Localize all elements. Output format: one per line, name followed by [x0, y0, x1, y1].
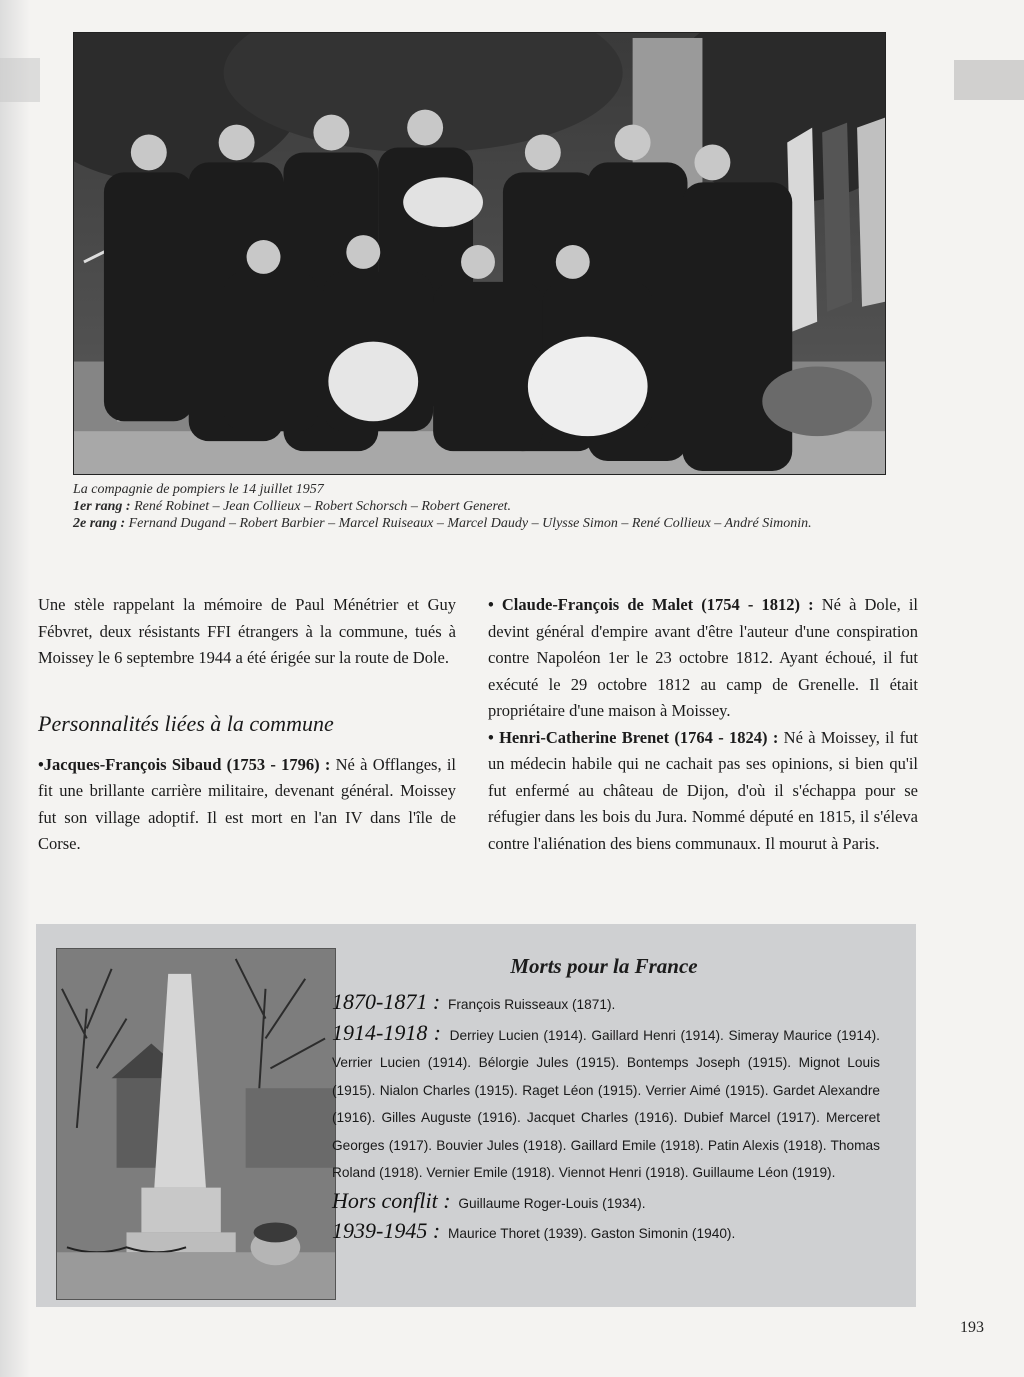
person-name: • Claude-François de Malet (1754 - 1812) :: [488, 595, 814, 614]
period-label: 1939-1945 :: [332, 1218, 441, 1243]
person-text: Né à Moissey, il fut un médecin habile qui ne cachait pas ses opinions, si bien qu'il fut enfermé au château de Dijon, d'où il s'échappa pour se réfugier dans les bois du Jura. Nommé député en 1815, il s'éleva contre l'aliénation des biens communaux. Il mourut à Paris.: [488, 727, 918, 853]
period-names: François Ruisseaux (1871).: [447, 997, 616, 1012]
person-entry: [488, 725, 918, 858]
photo-caption: [73, 481, 953, 532]
period-label: Hors conflit :: [332, 1187, 451, 1213]
bleed-through-tab-right: [954, 60, 1024, 100]
firemen-photograph: [73, 32, 886, 475]
left-column: [38, 592, 456, 858]
person-text: Né à Offlanges, il fit une brillante carrière militaire, devenant général. Moissey fut son village adoptif. Il est mort en l'an IV dans l'île de Corse.: [38, 754, 456, 853]
bleed-through-tab: [0, 58, 40, 102]
rank1-label: 1er rang :: [73, 499, 131, 514]
morts-period-entry: [332, 1187, 880, 1218]
period-names: Guillaume Roger-Louis (1934).: [458, 1195, 646, 1211]
morts-period-entry: [332, 988, 880, 1019]
person-name: • Henri-Catherine Brenet (1764 - 1824) :: [488, 727, 779, 747]
person-entry: [38, 752, 456, 858]
war-memorial-image: [57, 949, 335, 1299]
period-names: Maurice Thoret (1939). Gaston Simonin (1940).: [447, 1226, 736, 1241]
page-number: 193: [960, 1319, 984, 1336]
person-name: •Jacques-François Sibaud (1753 - 1796) :: [38, 754, 331, 774]
person-entry: [488, 592, 918, 725]
war-memorial-photograph: [56, 948, 336, 1300]
morts-period-entry: [332, 1217, 880, 1248]
rank2-names: Fernand Dugand – Robert Barbier – Marcel Ruiseaux – Marcel Daudy – Ulysse Simon – René Collieux – André Simonin.: [128, 516, 812, 531]
caption-rank1: [73, 498, 953, 515]
morts-list: [332, 988, 880, 1248]
person-text: Né à Dole, il devint général d'empire avant d'être l'auteur d'une conspiration contre Napoléon 1er le 23 octobre 1812. Ayant échoué, il fut exécuté le 29 octobre 1812 au camp de Grenelle. Il était propriétaire d'une maison à Moissey.: [488, 595, 918, 720]
rank2-label: 2e rang :: [73, 516, 126, 531]
firemen-photo-image: [74, 33, 885, 474]
morts-pour-la-france-box: [36, 924, 916, 1307]
period-label: 1870-1871 :: [332, 989, 441, 1014]
period-names: Derriey Lucien (1914). Gaillard Henri (1914). Simeray Maurice (1914). Verrier Lucien (1914). Bélorgie Jules (1915). Bontemps Joseph (1915). Mignot Louis (1915). Nialon Charles (1915). Raget Léon (1915). Verrier Aimé (1915). Gardet Alexandre (1916). Gilles Auguste (1916). Jacquet Charles (1916). Dubief Marcel (1917). Merceret Georges (1917). Bouvier Jules (1918). Gaillard Emile (1918). Patin Alexis (1918). Thomas Roland (1918). Vernier Emile (1918). Viennot Henri (1918). Guillaume Léon (1919).: [332, 1027, 880, 1180]
caption-title: La compagnie de pompiers le 14 juillet 1957: [73, 482, 324, 497]
morts-title: Morts pour la France: [510, 954, 698, 978]
caption-rank2: [73, 515, 953, 532]
right-column: [488, 592, 918, 857]
rank1-names: René Robinet – Jean Collieux – Robert Schorsch – Robert Generet.: [134, 499, 512, 514]
section-title: Personnalités liées à la commune: [38, 710, 334, 736]
period-label: 1914-1918 :: [332, 1019, 441, 1045]
page-edge-shadow: [0, 0, 30, 1377]
morts-period-entry: [332, 1019, 880, 1187]
intro-paragraph: Une stèle rappelant la mémoire de Paul Ménétrier et Guy Fébvret, deux résistants FFI étrangers à la commune, tués à Moissey le 6 septembre 1944 a été érigée sur la route de Dole.: [38, 595, 456, 667]
